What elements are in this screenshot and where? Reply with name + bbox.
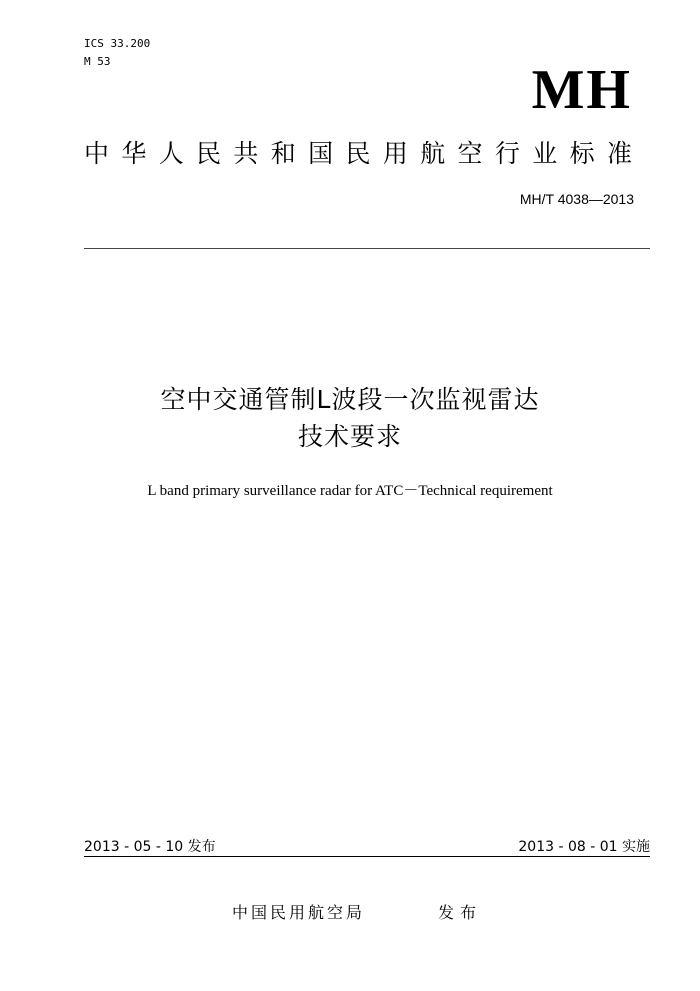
title-en: L band primary surveillance radar for ATC－Technical requirement — [147, 483, 553, 499]
mh-logo: MH — [531, 59, 632, 121]
title-cn-line2: 技术要求 — [297, 422, 402, 451]
publish-label: 发布 — [438, 903, 483, 922]
header-divider — [84, 248, 650, 249]
footer-divider — [84, 856, 650, 857]
standard-number: MH/T 4038—2013 — [519, 191, 634, 207]
classification-code: M 53 — [84, 55, 111, 68]
ics-code: ICS 33.200 — [84, 37, 151, 50]
publisher: 中国民用航空局 — [232, 903, 366, 922]
title-cn-line1: 空中交通管制L波段一次监视雷达 — [160, 385, 540, 414]
implementation-date: 2013 - 08 - 01 实施 — [518, 839, 650, 855]
standard-type: 中华人民共和国民用航空行业标准 — [84, 139, 640, 168]
issue-date: 2013 - 05 - 10 发布 — [84, 839, 216, 855]
